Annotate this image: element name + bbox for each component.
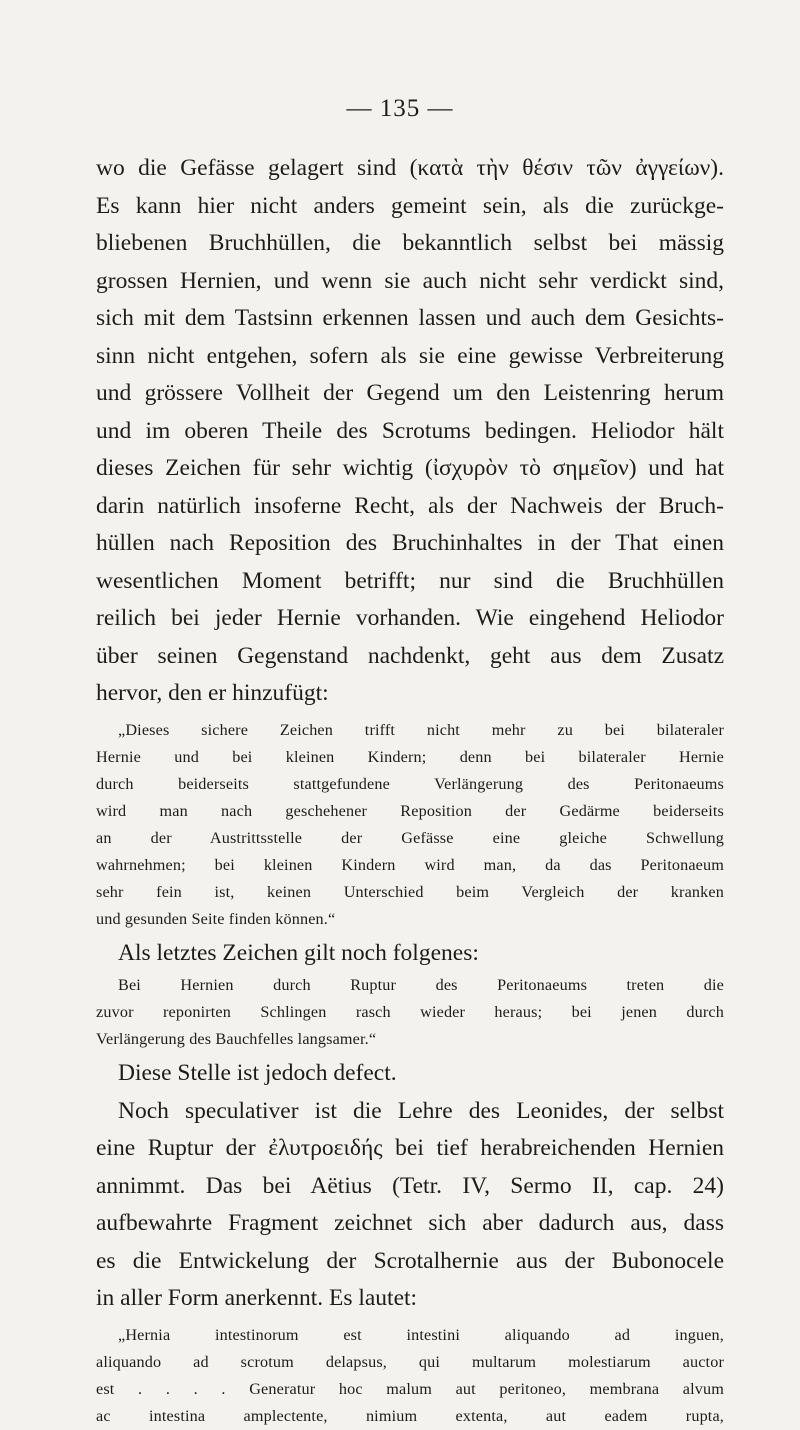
text-line: hüllen nach Reposition des Bruchinhaltes in der That einen (96, 530, 724, 556)
text-line: wesentlichen Moment betrifft; nur sind die Bruchhüllen (96, 567, 724, 594)
text-line: Als letztes Zeichen gilt noch folgenes: (118, 939, 479, 966)
text-line: aufbewahrte Fragment zeichnet sich aber dadurch aus, dass (96, 1210, 724, 1236)
quote-line: est . . . . Generatur hoc malum aut peritoneo, membrana alvum (96, 1379, 724, 1398)
quote-line: ac intestina amplectente, nimium extenta, aut eadem rupta, (96, 1406, 724, 1425)
quote-line: aliquando ad scrotum delapsus, qui multarum molestiarum auctor (96, 1352, 724, 1371)
text-line: sinn nicht entgehen, sofern als sie eine gewisse Verbreiterung (96, 342, 724, 369)
paragraph-1 (96, 150, 724, 713)
text-line: es die Entwickelung der Scrotalhernie aus der Bubonocele (96, 1247, 724, 1274)
paragraph-2 (96, 935, 724, 973)
quote-line: durch beiderseits stattgefundene Verlängerung des Peritonaeums (96, 774, 724, 793)
paragraph-3 (96, 1055, 724, 1318)
quote-2 (96, 972, 724, 1053)
text-line: grossen Hernien, und wenn sie auch nicht sehr verdickt sind, (96, 267, 724, 294)
quote-line: „Hernia intestinorum est intestini aliquando ad inguen, (118, 1325, 724, 1344)
text-line: in aller Form anerkennt. Es lautet: (96, 1285, 418, 1311)
text-line: dieses Zeichen für sehr wichtig (ἰσχυρὸν τὸ σημεῖον) und hat (96, 455, 724, 481)
text-line: bliebenen Bruchhüllen, die bekanntlich selbst bei mässig (96, 230, 724, 256)
quote-line: „Dieses sichere Zeichen trifft nicht mehr zu bei bilateraler (118, 720, 724, 739)
text-line: darin natürlich insoferne Recht, als der Nachweis der Bruch- (96, 492, 724, 519)
text-line: Es kann hier nicht anders gemeint sein, als die zurückge- (96, 192, 724, 219)
text-line: wo die Gefässe gelagert sind (κατὰ τὴν θέσιν τῶν ἀγγείων). (96, 155, 724, 181)
text-line: hervor, den er hinzufügt: (96, 680, 329, 706)
text-line: eine Ruptur der ἐλυτροειδής bei tief herabreichenden Hernien (96, 1135, 724, 1161)
text-line: Diese Stelle ist jedoch defect. (118, 1060, 397, 1086)
text-line: und grössere Vollheit der Gegend um den Leistenring herum (96, 380, 724, 406)
quote-3 (96, 1322, 724, 1430)
quote-line: Hernie und bei kleinen Kindern; denn bei bilateraler Hernie (96, 747, 724, 766)
quote-line: Verlängerung des Bauchfelles langsamer.“ (96, 1030, 377, 1048)
quote-line: wird man nach geschehener Reposition der Gedärme beiderseits (96, 801, 724, 820)
text-line: sich mit dem Tastsinn erkennen lassen und auch dem Gesichts- (96, 305, 724, 331)
text-line: annimmt. Das bei Aëtius (Tetr. IV, Sermo II, cap. 24) (96, 1172, 724, 1199)
quote-line: Bei Hernien durch Ruptur des Peritonaeums treten die (118, 976, 724, 994)
quote-line: zuvor reponirten Schlingen rasch wieder heraus; bei jenen durch (96, 1003, 724, 1021)
text-line: reilich bei jeder Hernie vorhanden. Wie eingehend Heliodor (96, 605, 724, 631)
quote-line: und gesunden Seite finden können.“ (96, 909, 336, 928)
text-line: über seinen Gegenstand nachdenkt, geht aus dem Zusatz (96, 642, 724, 669)
quote-line: sehr fein ist, keinen Unterschied beim Vergleich der kranken (96, 882, 724, 901)
quote-1 (96, 717, 724, 933)
quote-line: an der Austrittsstelle der Gefässe eine gleiche Schwellung (96, 828, 724, 847)
text-line: und im oberen Theile des Scrotums bedingen. Heliodor hält (96, 417, 724, 444)
page-number: — 135 — (346, 95, 454, 122)
text-line: Noch speculativer ist die Lehre des Leonides, der selbst (118, 1097, 724, 1124)
body-text (96, 150, 724, 1430)
quote-line: wahrnehmen; bei kleinen Kindern wird man, da das Peritonaeum (96, 855, 724, 874)
